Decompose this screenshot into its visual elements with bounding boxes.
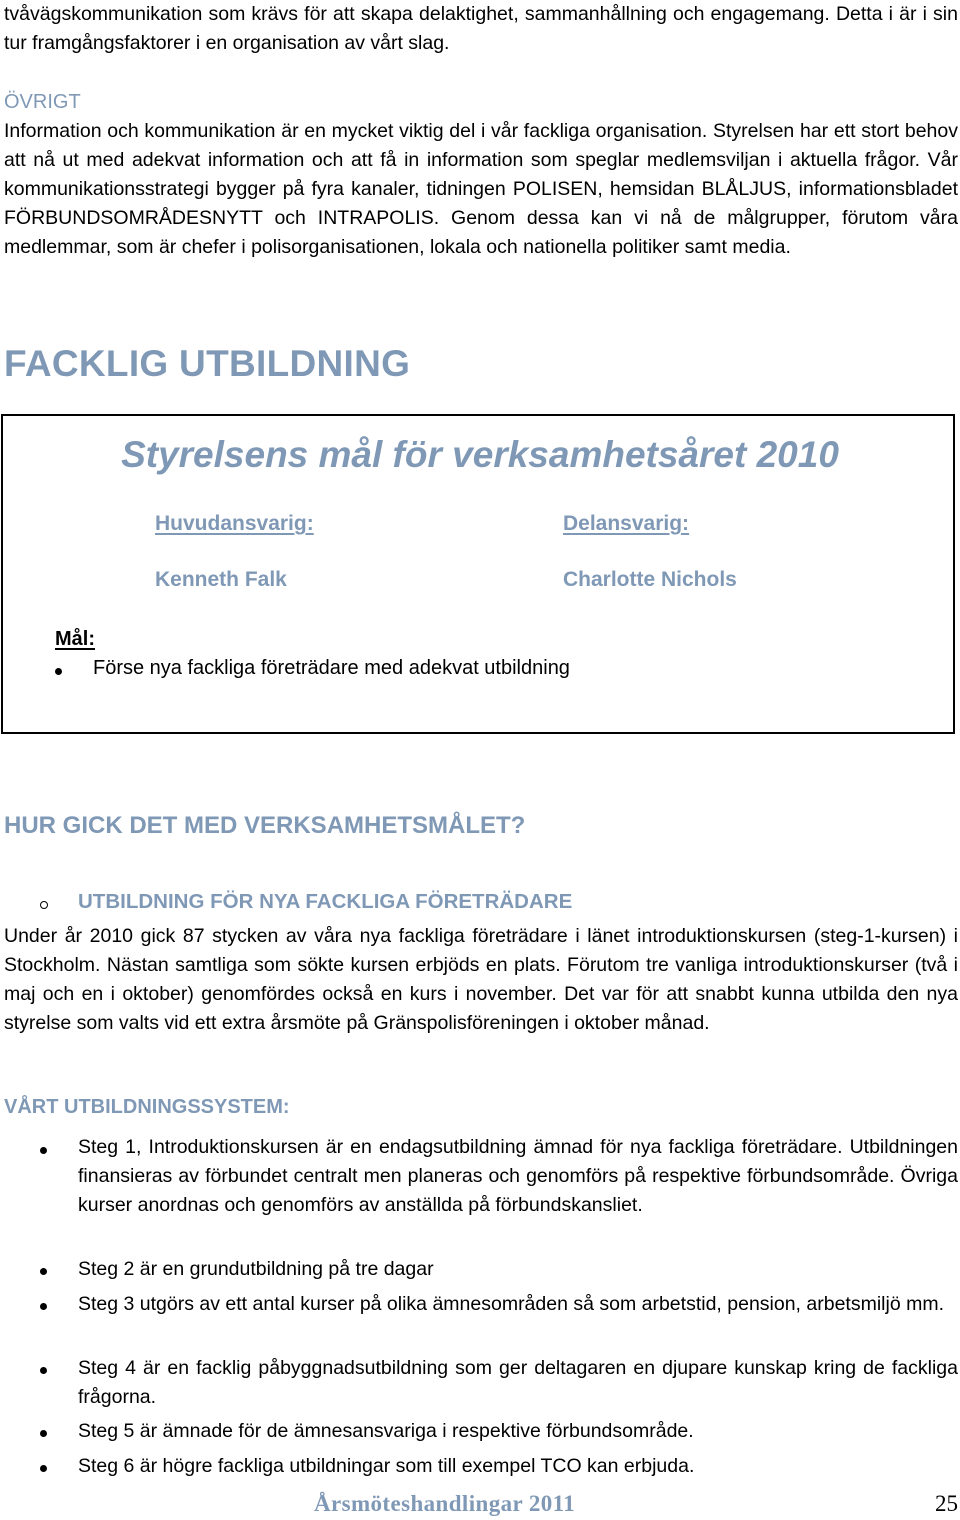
goal-label: Mål:	[55, 628, 95, 650]
goal-box-title: Styrelsens mål för verksamhetsåret 2010	[121, 434, 839, 475]
list-item: Steg 4 är en facklig påbyggnadsutbildning som ger deltagaren en djupare kunskap kring de fackliga frågorna.	[78, 1357, 958, 1408]
bullet-icon	[40, 1430, 47, 1437]
ovrigt-heading: ÖVRIGT	[4, 91, 81, 113]
goal-box	[1, 414, 955, 734]
main-responsible-name: Kenneth Falk	[155, 568, 287, 591]
result-paragraph: Under år 2010 gick 87 stycken av våra nya fackliga företrädare i länet introduktionskursen (steg-1-kursen) i Stockholm. Nästan samtliga som sökte kursen erbjöds en plats. Förutom tre vanliga introduktionskurser (två i maj och en i oktober) genomfördes också en kurs i november. Det var för att snabbt kunna utbilda den nya styrelse som valts vid ett extra årsmöte på Gränspolisföreningen i oktober månad.	[4, 925, 958, 1034]
bullet-icon	[40, 1465, 47, 1472]
intro-paragraph: tvåvägskommunikation som krävs för att skapa delaktighet, sammanhållning och engagemang. Detta i är i sin tur framgångsfaktorer i en organisation av vårt slag.	[4, 3, 958, 54]
section-heading: FACKLIG UTBILDNING	[4, 343, 411, 384]
main-responsible-label: Huvudansvarig:	[155, 512, 314, 535]
result-heading: HUR GICK DET MED VERKSAMHETSMÅLET?	[4, 812, 526, 839]
hollow-bullet-icon	[40, 901, 48, 909]
footer-title: Årsmöteshandlingar 2011	[314, 1491, 576, 1516]
bullet-icon	[40, 1268, 47, 1275]
ovrigt-paragraph: Information och kommunikation är en mycket viktig del i vår fackliga organisation. Styrelsen har ett stort behov att nå ut med adekvat information och att få in information som speglar medlemsviljan i aktuella frågor. Vår kommunikationsstrategi bygger på fyra kanaler, tidningen POLISEN, hemsidan BLÅLJUS, informationsbladet FÖRBUNDSOMRÅDESNYTT och INTRAPOLIS. Genom dessa kan vi nå de målgrupper, förutom våra medlemmar, som är chefer i polisorganisationen, lokala och nationella politiker samt media.	[4, 120, 958, 258]
list-item: Steg 2 är en grundutbildning på tre dagar	[78, 1258, 434, 1280]
bullet-icon	[55, 668, 62, 675]
result-subheading: UTBILDNING FÖR NYA FACKLIGA FÖRETRÄDARE	[78, 890, 573, 913]
goal-item: Förse nya fackliga företrädare med adekvat utbildning	[93, 657, 570, 679]
bullet-icon	[40, 1303, 47, 1310]
list-item: Steg 3 utgörs av ett antal kurser på olika ämnesområden så som arbetstid, pension, arbetsmiljö mm.	[78, 1293, 944, 1315]
system-heading: VÅRT UTBILDNINGSSYSTEM:	[4, 1096, 290, 1118]
bullet-icon	[40, 1367, 47, 1374]
sub-responsible-name: Charlotte Nichols	[563, 568, 737, 591]
sub-responsible-label: Delansvarig:	[563, 512, 690, 535]
list-item: Steg 5 är ämnade för de ämnesansvariga i respektive förbundsområde.	[78, 1420, 694, 1442]
page-number: 25	[935, 1491, 958, 1516]
list-item: Steg 1, Introduktionskursen är en endagsutbildning ämnad för nya fackliga företrädare. Utbildningen finansieras av förbundet centralt men planeras och genomförs på respektive förbundsområde. Övriga kurser anordnas och genomförs av anställda på förbundskansliet.	[78, 1136, 958, 1216]
list-item: Steg 6 är högre fackliga utbildningar som till exempel TCO kan erbjuda.	[78, 1455, 695, 1477]
bullet-icon	[40, 1147, 47, 1154]
